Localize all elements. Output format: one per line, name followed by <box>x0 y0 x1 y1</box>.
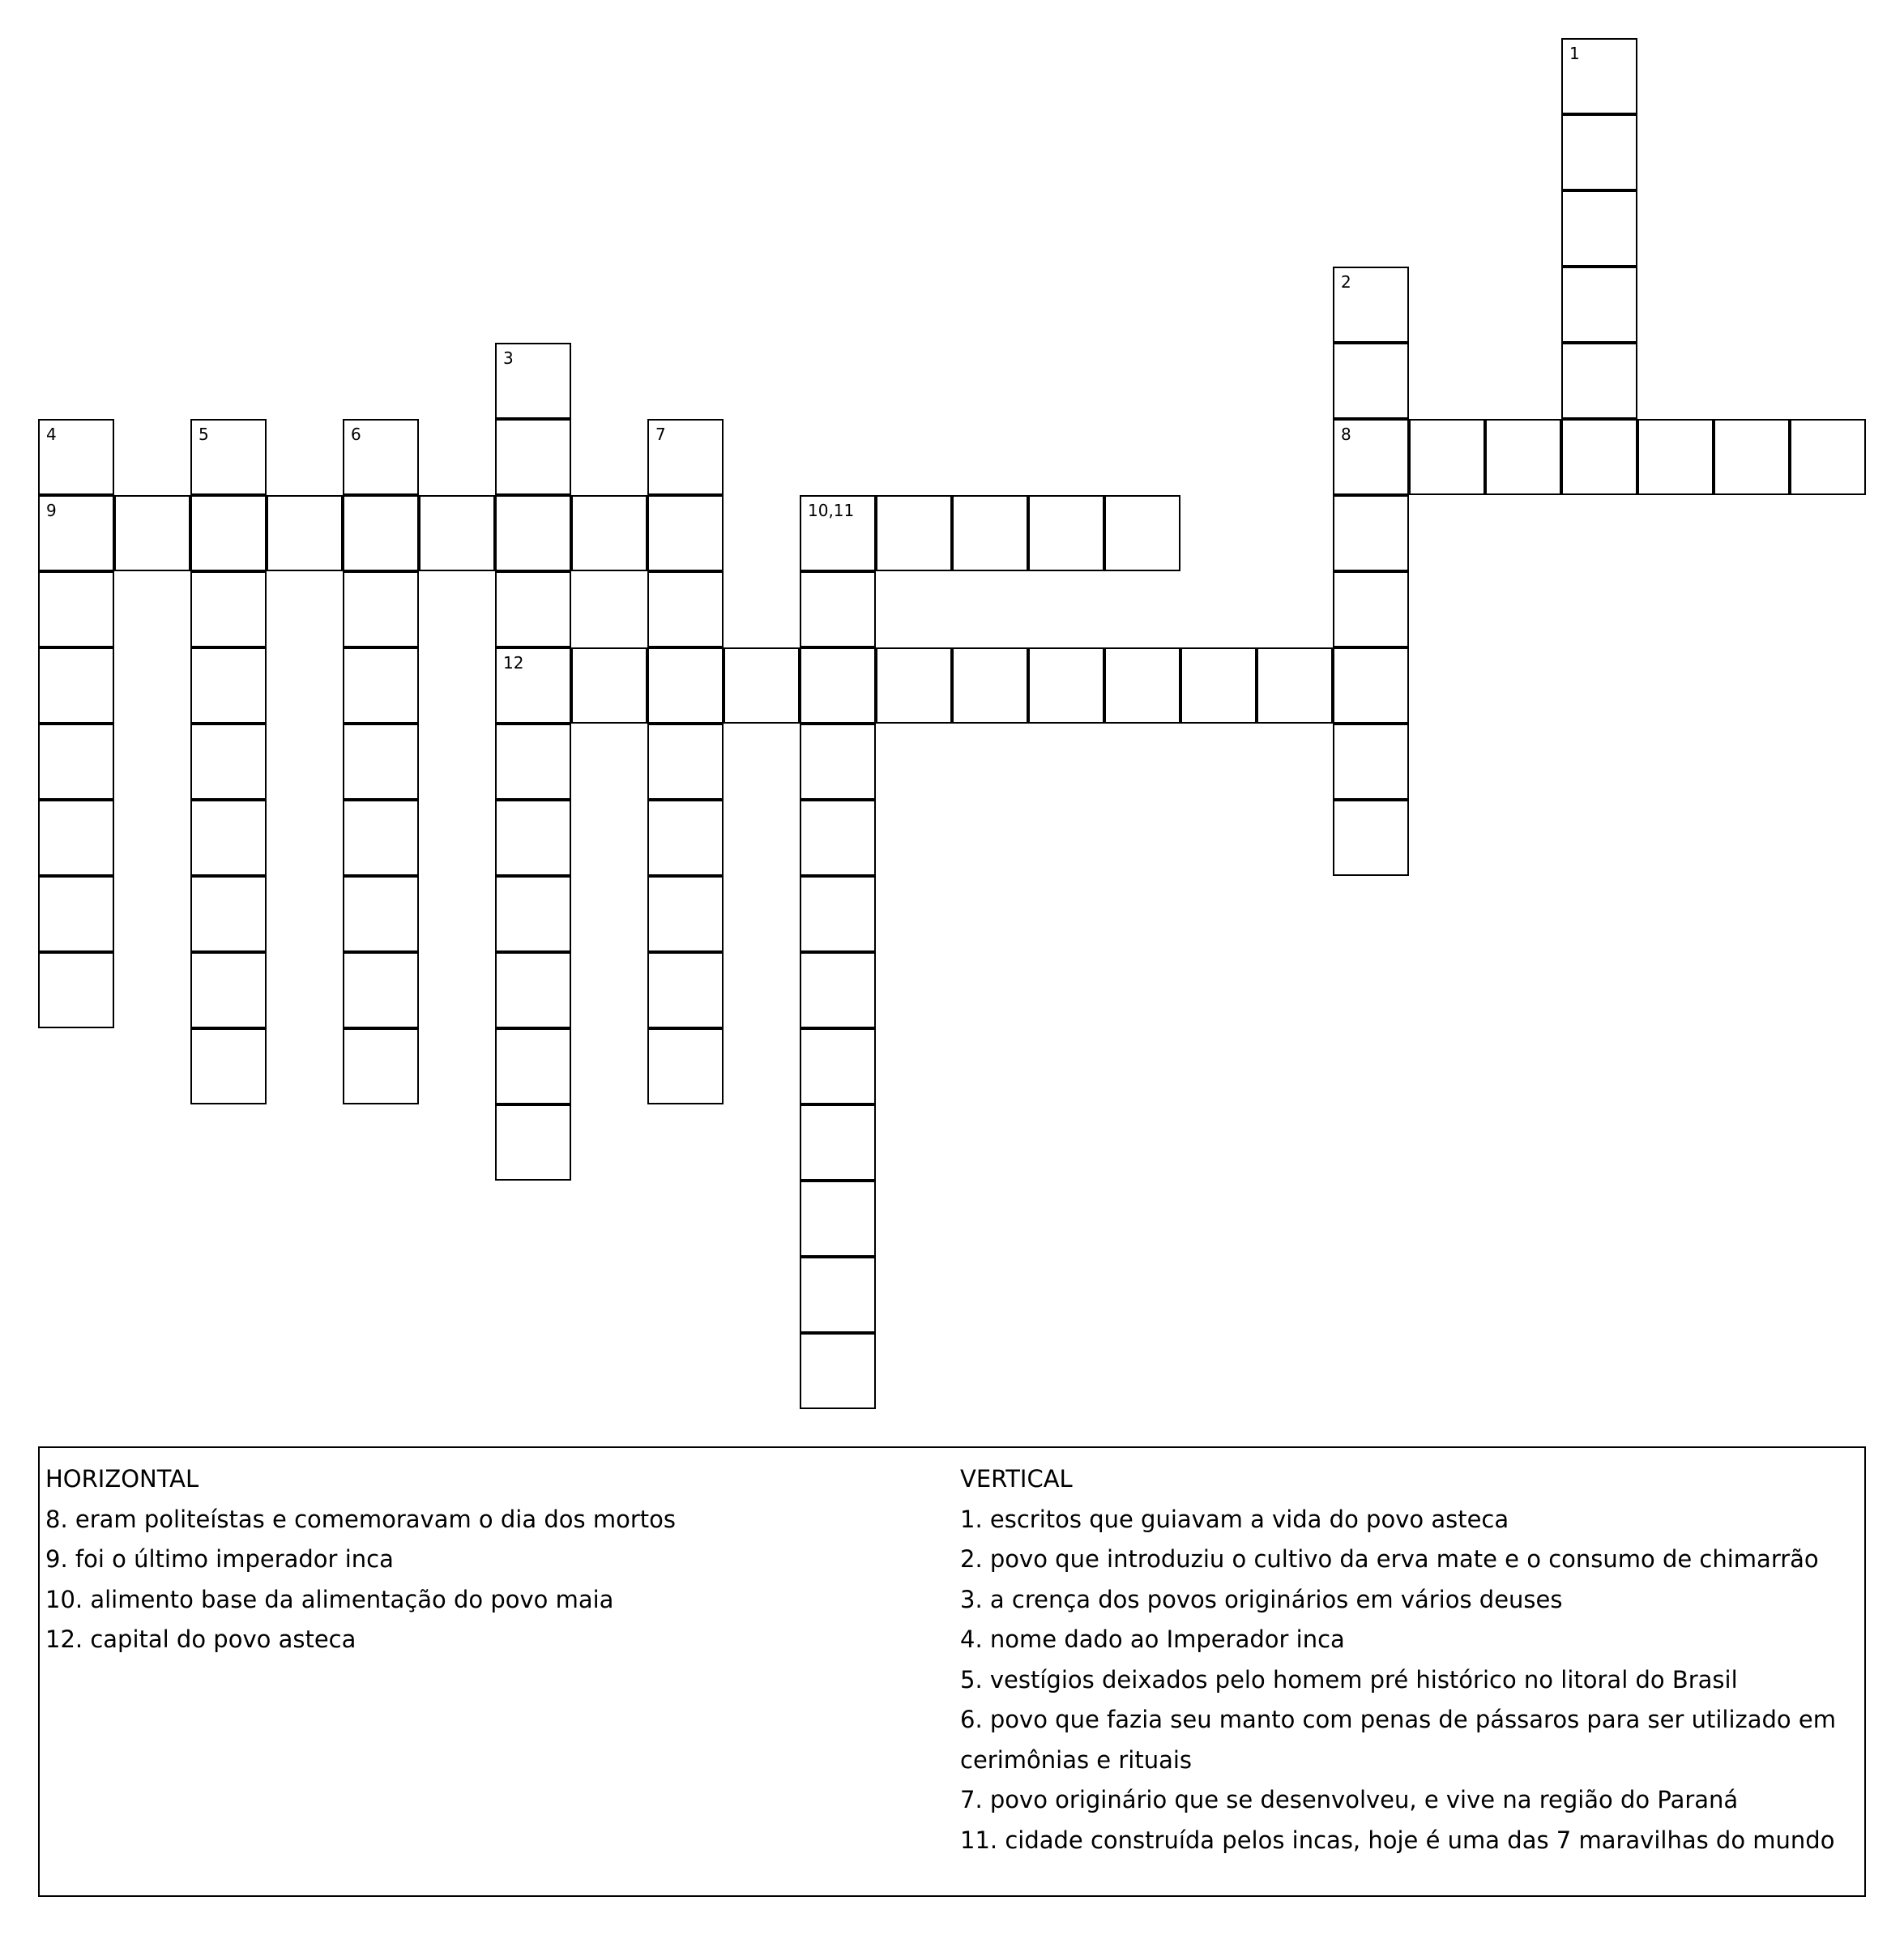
grid-cell[interactable] <box>647 724 724 800</box>
grid-cell[interactable] <box>495 800 571 876</box>
grid-cell[interactable] <box>38 495 114 571</box>
grid-cell[interactable] <box>495 571 571 647</box>
grid-cell[interactable] <box>1257 647 1333 724</box>
grid-cell[interactable] <box>190 1028 267 1104</box>
clue-h-10: 10. alimento base da alimentação do povo maia <box>45 1585 614 1613</box>
grid-cell[interactable] <box>495 495 571 571</box>
grid-cell[interactable] <box>495 952 571 1028</box>
grid-cell[interactable] <box>1028 495 1104 571</box>
grid-cell[interactable] <box>1409 419 1485 495</box>
clue-v-2: 2. povo que introduziu o cultivo da erva mate e o consumo de chimarrão <box>960 1545 1819 1573</box>
grid-cell[interactable] <box>1333 571 1409 647</box>
grid-cell[interactable] <box>1561 114 1637 190</box>
clue-h-8: 8. eram politeístas e comemoravam o dia dos mortos <box>45 1505 676 1533</box>
clue-v-6-continued: cerimônias e rituais <box>960 1745 1193 1774</box>
grid-cell[interactable] <box>647 952 724 1028</box>
clue-number: 3 <box>503 348 514 368</box>
grid-cell[interactable] <box>495 724 571 800</box>
grid-cell[interactable] <box>38 876 114 952</box>
clue-number: 5 <box>199 425 209 444</box>
grid-cell[interactable] <box>952 647 1028 724</box>
clue-v-6: 6. povo que fazia seu manto com penas de pássaros para ser utilizado em <box>960 1706 1836 1733</box>
grid-cell[interactable] <box>190 419 267 495</box>
grid-cell[interactable] <box>952 495 1028 571</box>
grid-cell[interactable] <box>800 1181 876 1257</box>
grid-cell[interactable] <box>647 419 724 495</box>
grid-cell[interactable] <box>571 495 647 571</box>
clue-number: 2 <box>1341 272 1351 292</box>
horizontal-clues <box>45 1459 937 1660</box>
clue-number: 8 <box>1341 425 1351 444</box>
grid-cell[interactable] <box>38 647 114 724</box>
grid-cell[interactable] <box>1561 419 1637 495</box>
grid-cell[interactable] <box>800 876 876 952</box>
grid-cell[interactable] <box>876 495 952 571</box>
grid-cell[interactable] <box>495 647 571 724</box>
grid-cell[interactable] <box>190 952 267 1028</box>
grid-cell[interactable] <box>800 800 876 876</box>
clue-number: 1 <box>1569 44 1580 63</box>
grid-cell[interactable] <box>38 724 114 800</box>
clue-number: 12 <box>503 653 524 673</box>
grid-cell[interactable] <box>343 800 419 876</box>
grid-cell[interactable] <box>800 952 876 1028</box>
grid-cell[interactable] <box>647 495 724 571</box>
grid-cell[interactable] <box>1561 190 1637 267</box>
grid-cell[interactable] <box>343 419 419 495</box>
vertical-heading: VERTICAL <box>960 1465 1073 1493</box>
grid-cell[interactable] <box>1333 495 1409 571</box>
grid-cell[interactable] <box>800 1028 876 1104</box>
grid-cell[interactable] <box>800 571 876 647</box>
grid-cell[interactable] <box>1561 343 1637 419</box>
grid-cell[interactable] <box>38 800 114 876</box>
grid-cell[interactable] <box>190 724 267 800</box>
grid-cell[interactable] <box>1333 267 1409 343</box>
grid-cell[interactable] <box>800 1333 876 1409</box>
grid-cell[interactable] <box>343 724 419 800</box>
grid-cell[interactable] <box>800 495 876 571</box>
grid-cell[interactable] <box>800 724 876 800</box>
grid-cell[interactable] <box>495 1028 571 1104</box>
grid-cell[interactable] <box>419 495 495 571</box>
grid-cell[interactable] <box>495 876 571 952</box>
grid-cell[interactable] <box>1333 343 1409 419</box>
grid-cell[interactable] <box>114 495 190 571</box>
grid-cell[interactable] <box>190 876 267 952</box>
grid-cell[interactable] <box>343 647 419 724</box>
grid-cell[interactable] <box>38 571 114 647</box>
grid-cell[interactable] <box>647 1028 724 1104</box>
grid-cell[interactable] <box>1637 419 1714 495</box>
grid-cell[interactable] <box>1028 647 1104 724</box>
grid-cell[interactable] <box>1561 267 1637 343</box>
grid-cell[interactable] <box>190 800 267 876</box>
clue-number: 9 <box>46 501 57 520</box>
grid-cell[interactable] <box>724 647 800 724</box>
vertical-clues <box>960 1459 1851 1860</box>
grid-cell[interactable] <box>1333 800 1409 876</box>
grid-cell[interactable] <box>1333 419 1409 495</box>
grid-cell[interactable] <box>343 952 419 1028</box>
grid-cell[interactable] <box>800 1104 876 1181</box>
grid-cell[interactable] <box>1333 647 1409 724</box>
grid-cell[interactable] <box>800 1257 876 1333</box>
clue-number: 7 <box>655 425 666 444</box>
clue-v-4: 4. nome dado ao Imperador inca <box>960 1625 1345 1653</box>
grid-cell[interactable] <box>1485 419 1561 495</box>
clue-v-1: 1. escritos que guiavam a vida do povo asteca <box>960 1505 1509 1533</box>
grid-cell[interactable] <box>800 647 876 724</box>
horizontal-heading: HORIZONTAL <box>45 1465 199 1493</box>
grid-cell[interactable] <box>1561 38 1637 114</box>
grid-cell[interactable] <box>343 876 419 952</box>
grid-cell[interactable] <box>267 495 343 571</box>
grid-cell[interactable] <box>647 571 724 647</box>
clue-h-12: 12. capital do povo asteca <box>45 1625 356 1653</box>
grid-cell[interactable] <box>495 419 571 495</box>
clue-number: 10,11 <box>808 501 855 520</box>
clue-number: 6 <box>351 425 361 444</box>
grid-cell[interactable] <box>343 495 419 571</box>
grid-cell[interactable] <box>647 876 724 952</box>
grid-cell[interactable] <box>38 952 114 1028</box>
grid-cell[interactable] <box>343 1028 419 1104</box>
grid-cell[interactable] <box>38 419 114 495</box>
clue-v-7: 7. povo originário que se desenvolveu, e vive na região do Paraná <box>960 1786 1739 1813</box>
grid-cell[interactable] <box>190 647 267 724</box>
clue-number: 4 <box>46 425 57 444</box>
grid-cell[interactable] <box>571 647 647 724</box>
grid-cell[interactable] <box>1104 495 1180 571</box>
grid-cell[interactable] <box>1714 419 1790 495</box>
grid-cell[interactable] <box>343 571 419 647</box>
clue-v-11: 11. cidade construída pelos incas, hoje é uma das 7 maravilhas do mundo <box>960 1826 1835 1854</box>
clue-h-9: 9. foi o último imperador inca <box>45 1545 394 1573</box>
grid-cell[interactable] <box>1104 647 1180 724</box>
grid-cell[interactable] <box>190 571 267 647</box>
grid-cell[interactable] <box>495 1104 571 1181</box>
grid-cell[interactable] <box>190 495 267 571</box>
grid-cell[interactable] <box>647 647 724 724</box>
clue-v-5: 5. vestígios deixados pelo homem pré histórico no litoral do Brasil <box>960 1665 1738 1694</box>
grid-cell[interactable] <box>647 800 724 876</box>
grid-cell[interactable] <box>876 647 952 724</box>
clue-v-3: 3. a crença dos povos originários em vários deuses <box>960 1585 1563 1613</box>
grid-cell[interactable] <box>495 343 571 419</box>
grid-cell[interactable] <box>1180 647 1257 724</box>
grid-cell[interactable] <box>1333 724 1409 800</box>
grid-cell[interactable] <box>1790 419 1866 495</box>
clues-panel <box>38 1446 1866 1897</box>
